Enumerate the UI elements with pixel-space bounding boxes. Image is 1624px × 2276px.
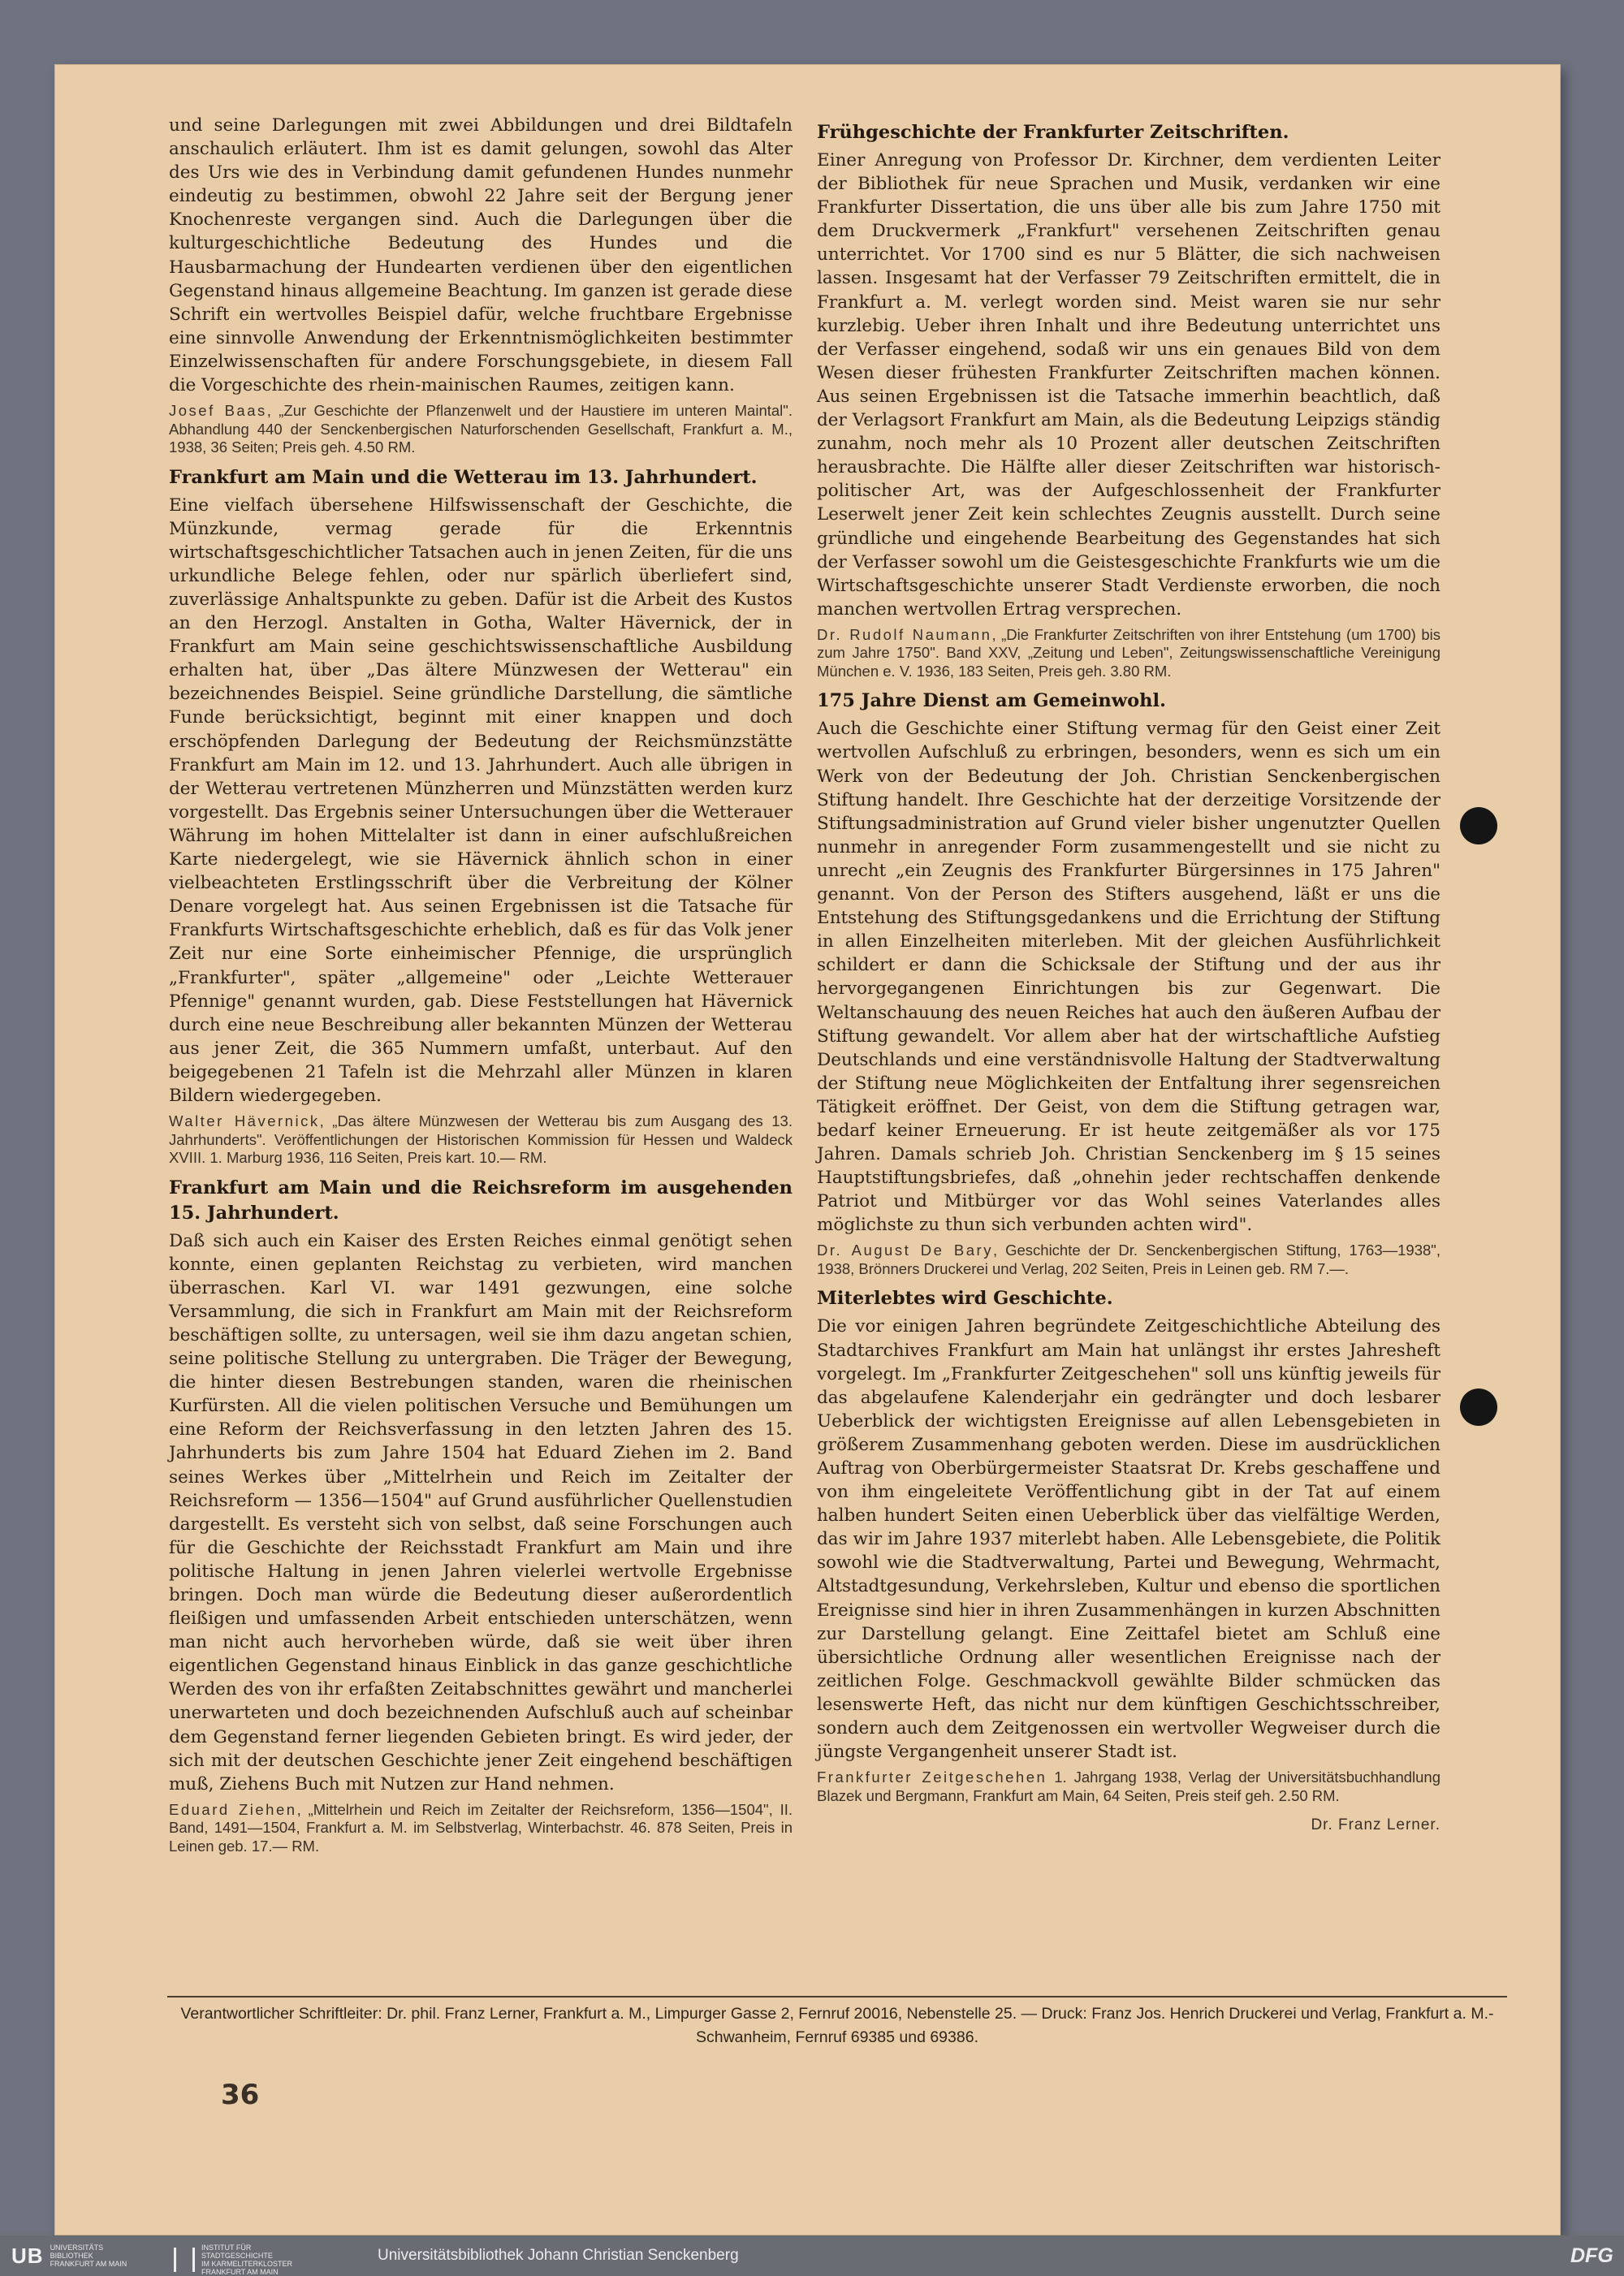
article-heading: 175 Jahre Dienst am Gemeinwohl. [817, 690, 1166, 712]
citation-author: Eduard Ziehen [169, 1800, 297, 1818]
ub-logo-line: FRANKFURT AM MAIN [50, 2260, 127, 2268]
article-paragraph: Eine vielfach übersehene Hilfswissenschaft der Geschichte, die Münzkunde, vermag gerade für die Erkenntnis wirtschaftsgeschichtlicher Tatsachen auch in jenen Zeiten, für die uns urkundliche Belege fehlen, oder nur spärlich überliefert sind, zuverlässige Anhaltspunkte zu geben. Dafür ist die Arbeit des Kustos an den Herzogl. Anstalten in Gotha, Walter Hävernick, der in Frankfurt am Main seine geschichtswissenschaftliche Ausbildung erhalten hat, über „Das ältere Münzwesen der Wetterau" ein bezeichnendes Beispiel. Seine gründliche Darstellung, die sämtliche Funde berücksichtigt, beginnt mit einer knappen und doch erschöpfenden Darlegung der Bedeutung der Reichsmünzstätte Frankfurt am Main im 12. und 13. Jahrhundert. Auch alle übrigen in der Wetterau vertretenen Münzherren und Münzstätten werden kurz vorgestellt. Das Ergebnis seiner Untersuchungen über die Wetterauer Währung im hohen Mittelalter ist dann in einer aufschlußreichen Karte niedergelegt, wie sie Hävernick ähnlich schon in einer vielbeachteten Erstlingsschrift über die Verbreitung der Kölner Denare vorgelegt hat. Aus seinen Ergebnissen ist die Tatsache für Frankfurts Wirtschaftsgeschichte erheblich, daß es für das Volk jener Zeit nur eine Sorte einheimischer Pfennige, die ursprünglich „Frankfurter", später „allgemeine" oder „Leichte Wetterauer Pfennige" genannt wurden, gab. Diese Feststellungen hat Hävernick durch eine neue Beschreibung aller bekannten Münzen der Wetterau aus jener Zeit, die 365 Nummern umfaßt, unterbaut. Auf den beigegebenen 21 Tafeln ist die Mehrzahl aller Münzen in klaren Bildern wiedergegeben. [169, 495, 793, 1106]
article-heading: Frankfurt am Main und die Reichsreform im ausgehenden 15. Jahrhundert. [169, 1177, 793, 1224]
right-column [817, 114, 1440, 1837]
institute-logo-line: STADTGESCHICHTE [201, 2252, 273, 2260]
imprint: Verantwortlicher Schriftleiter: Dr. phil. Franz Lerner, Frankfurt a. M., Limpurger Gasse 2, Fernruf 20016, Nebenstelle 25. — Druck: Franz Jos. Henrich Druckerei und Verlag, Frankfurt a. M.-Schwanheim, Fernruf 69385 und 69386. [180, 2005, 1494, 2046]
bibliographic-citation [817, 626, 1440, 681]
institute-logo-text [201, 2244, 292, 2276]
article-paragraph: und seine Darlegungen mit zwei Abbildungen und drei Bildtafeln anschaulich erläutert. Ihm ist es damit gelungen, sowohl das Alter des Urs wie des in Verbindung damit gefundenen Hundes nunmehr eindeutig zu bestimmen, obwohl 22 Jahre seit der Bergung jener Knochenreste vergangen sind. Auch die Darlegungen über die kulturgeschichtliche Bedeutung des Hundes und die Hausbarmachung der Hundearten verdienen über den eigentlichen Gegenstand hinaus allgemeine Beachtung. Im ganzen ist gerade diese Schrift ein wertvolles Beispiel dafür, welche fruchtbare Ergebnisse eine sinnvolle Anwendung der Erkenntnismöglichkeiten bestimmter Einzelwissenschaften für andere Forschungsgebiete, in diesem Fall die Vorgeschichte des rhein-mainischen Raumes, zeitigen kann. [169, 115, 793, 396]
citation-details: , „Das ältere Münzwesen der Wetterau bis zum Ausgang des 13. Jahrhunderts". Veröffentlichungen der Historischen Kommission für Hessen und Waldeck XVIII. 1. Marburg 1936, 116 Seiten, Preis kart. 10.— RM. [169, 1112, 793, 1167]
ub-logo-line: BIBLIOTHEK [50, 2252, 93, 2260]
article-paragraph: Auch die Geschichte einer Stiftung vermag für den Geist einer Zeit wertvollen Aufschluß zu erbringen, besonders, wenn es sich um ein Werk von der Bedeutung der Joh. Christian Senckenbergischen Stiftung handelt. Ihre Geschichte hat der derzeitige Vorsitzende der Stiftungsadministration auf Grund vieler bisher ungenutzter Quellen nunmehr in anregender Form zusammengestellt und sie nicht zu unrecht „ein Zeugnis des Frankfurter Bürgersinnes in 175 Jahren" genannt. Von der Person des Stifters ausgehend, läßt er uns die Entstehung des Stiftungsgedankens und die Errichtung der Stiftung in allen Einzelheiten miterleben. Mit der gleichen Ausführlichkeit schildert er dann die Schicksale der Stiftung und der aus ihr hervorgegangenen Einrichtungen bis zur Gegenwart. Die Weltanschauung des neuen Reiches hat auch den äußeren Aufbau der Stiftung gewandelt. Vor allem aber hat der wirtschaftliche Aufstieg Deutschlands und eine verständnisvolle Haltung der Stadtverwaltung der Stiftung neue Möglichkeiten der Entfaltung ihrer segensreichen Tätigkeit eröffnet. Der Geist, von dem die Stiftung getragen war, bedarf keiner Erneuerung. Er ist heute zeitgemäßer als vor 175 Jahren. Damals schrieb Joh. Christian Senckenberg im § 15 seines Hauptstiftungsbriefes, daß „ohnehin jeder rechtschaffen denkende Patriot und Mitbürger vor das Wohl seines Vaterlandes alles möglichste zu thun sich verbunden achten wird". [817, 719, 1440, 1236]
citation-details: , „Mittelrhein und Reich im Zeitalter der Reichsreform, 1356—1504", II. Band, 1491—1504, Frankfurt a. M. im Selbstverlag, Winterbachstr. 46. 878 Seiten, Preis in Leinen geb. 17.— RM. [169, 1800, 793, 1855]
citation-details: , „Zur Geschichte der Pflanzenwelt und der Haustiere im unteren Maintal". Abhandlung 440 der Senckenbergischen Naturforschenden Gesellschaft, Frankfurt a. M., 1938, 36 Seiten; Preis geh. 4.50 RM. [169, 402, 793, 456]
viewer-footer [0, 2235, 1624, 2276]
citation-author: Walter Hävernick [169, 1112, 320, 1130]
ub-logo[interactable] [11, 2244, 127, 2268]
bibliographic-citation [169, 1112, 793, 1168]
institute-logo-mark [174, 2248, 195, 2272]
citation-author: Josef Baas [169, 402, 267, 420]
article-paragraph: Einer Anregung von Professor Dr. Kirchner, dem verdienten Leiter der Bibliothek für neue Sprachen und Musik, verdanken wir eine Frankfurter Dissertation, die uns über alle bis zum Jahre 1750 mit dem Druckvermerk „Frankfurt" versehenen Zeitschriften genau unterrichtet. Vor 1700 sind es nur 5 Blätter, die sich nachweisen lassen. Insgesamt hat der Verfasser 79 Zeitschriften ermittelt, die in Frankfurt a. M. verlegt worden sind. Meist waren sie nur sehr kurzlebig. Ueber ihren Inhalt und ihre Bedeutung unterrichtet uns der Verfasser eingehend, sodaß wir uns ein genaues Bild von dem Wesen dieser frühesten Frankfurter Zeitschriften machen können. Aus seinen Ergebnissen ist die Tatsache immerhin beachtlich, daß der Verlagsort Frankfurt am Main, als die Bedeutung Leipzigs ständig zunahm, noch mehr als 10 Prozent aller deutschen Zeitschriften herausbrachte. Die Hälfte aller dieser Zeitschriften war historisch-politischer Art, was der Aufgeschlossenheit der Frankfurter Leserwelt jener Zeit kein schlechtes Zeugnis ausstellt. Durch seine gründliche und eingehende Bearbeitung des Gegenstandes hat sich der Verfasser sowohl um die Geistesgeschichte Frankfurts wie um die Wirtschaftsgeschichte unserer Stadt Verdienste erworben, die noch manchen wertvollen Ertrag versprechen. [817, 150, 1440, 620]
ub-logo-mark: UB [11, 2243, 44, 2268]
citation-author: Frankfurter Zeitgeschehen [817, 1769, 1047, 1786]
punch-hole [1460, 807, 1497, 844]
article-paragraph: Daß sich auch ein Kaiser des Ersten Reiches einmal genötigt sehen konnte, einen geplanten Reichstag zu verbieten, wird manchen überraschen. Karl VI. war 1491 gezwungen, eine solche Versammlung, die sich in Frankfurt am Main mit der Reichsreform beschäftigen sollte, zu untersagen, weil sie ihm dazu angetan schien, seine politische Stellung zu untergraben. Die Träger der Bewegung, die hinter diesen Bestrebungen standen, waren die rheinischen Kurfürsten. All die vielen politischen Versuche und Bemühungen um eine Reform der Reichsverfassung in den letzten Jahren des 15. Jahrhunderts bis zum Jahre 1504 hat Eduard Ziehen im 2. Band seines Werkes über „Mittelrhein und Reich im Zeitalter der Reichsreform — 1356—1504" auf Grund ausführlicher Quellenstudien dargestellt. Es versteht sich von selbst, daß seine Forschungen auch für die Geschichte der Reichsstadt Frankfurt am Main und ihre politische Haltung in jenen Jahren vielerlei wertvolle Ergebnisse bringen. Doch man würde die Bedeutung dieser außerordentlich fleißigen und umfassenden Arbeit entschieden unterschätzen, wenn man nicht auch hervorheben würde, daß sie weit über ihren eigentlichen Gegenstand hinaus Einblick in das ganze geschichtliche Werden des von ihr erfaßten Zeitabschnittes gewährt und mancherlei unerwarteten und doch bezeichnenden Aufschluß auch auf scheinbar dem Gegenstand ferner liegenden Gebieten bringt. Es wird jeder, der sich mit der deutschen Geschichte jener Zeit eingehend beschäftigen muß, Ziehens Buch mit Nutzen zur Hand nehmen. [169, 1230, 793, 1794]
article-heading: Frankfurt am Main und die Wetterau im 13. Jahrhundert. [169, 466, 758, 488]
article-heading: Frühgeschichte der Frankfurter Zeitschriften. [817, 122, 1289, 143]
citation-details: , „Die Frankfurter Zeitschriften von ihrer Entstehung (um 1700) bis zum Jahre 1750". Band XXV, „Zeitung und Leben", Zeitungswissenschaftliche Vereinigung München e. V. 1936, 183 Seiten, Preis geh. 3.80 RM. [817, 625, 1440, 680]
citation-author: Dr. August De Bary [817, 1242, 993, 1259]
bibliographic-citation [169, 1801, 793, 1856]
institute-logo[interactable] [174, 2244, 292, 2276]
ub-logo-text [50, 2244, 127, 2268]
citation-details: 1. Jahrgang 1938, Verlag der Universitätsbuchhandlung Blazek und Bergmann, Frankfurt am Main, 64 Seiten, Preis steif geh. 2.50 RM. [817, 1769, 1440, 1804]
institute-logo-line: INSTITUT FÜR [201, 2244, 252, 2252]
citation-details: , Geschichte der Dr. Senckenbergischen Stiftung, 1763—1938", 1938, Brönners Druckerei und Verlag, 202 Seiten, Preis in Leinen geb. RM 7.—. [817, 1242, 1440, 1277]
dfg-logo[interactable]: DFG [1570, 2244, 1613, 2267]
page-number: 36 [221, 2079, 260, 2111]
ub-logo-line: UNIVERSITÄTS [50, 2244, 104, 2252]
citation-author: Dr. Rudolf Naumann [817, 625, 992, 643]
library-name[interactable]: Universitätsbibliothek Johann Christian Senckenberg [378, 2247, 739, 2264]
punch-hole [1460, 1388, 1497, 1426]
article-heading: Miterlebtes wird Geschichte. [817, 1288, 1113, 1310]
bibliographic-citation [169, 402, 793, 457]
author-signature: Dr. Franz Lerner. [1311, 1816, 1440, 1834]
left-column [169, 114, 793, 1864]
bibliographic-citation [817, 1242, 1440, 1278]
institute-logo-line: IM KARMELITERKLOSTER [201, 2260, 293, 2268]
article-paragraph: Die vor einigen Jahren begründete Zeitgeschichtliche Abteilung des Stadtarchives Frankfurt am Main hat unlängst ihr erstes Jahresheft vorgelegt. Im „Frankfurter Zeitgeschehen" soll uns künftig jeweils für das abgelaufene Kalenderjahr ein gedrängter und doch lesbarer Ueberblick der wichtigsten Ereignisse auf allen Lebensgebieten in größerem Zusammenhang geboten werden. Diese im ausdrücklichen Auftrag von Oberbürgermeister Staatsrat Dr. Krebs geschaffene und von ihm eingeleitete Veröffentlichung gibt in der Tat auf einem halben hundert Seiten einen Ueberblick über das vielfältige Werden, das wir im Jahre 1937 miterlebt haben. Alle Lebensgebiete, die Politik sowohl wie die Stadtverwaltung, Partei und Bewegung, Wehrmacht, Altstadtgesundung, Verkehrsleben, Kultur und ebenso die sportlichen Ereignisse sind hier in ihren Zusammenhängen in kurzen Abschnitten zur Darstellung gelangt. Eine Zeittafel bietet am Schluß eine übersichtliche Ordnung aller wesentlichen Ereignisse nach der zeitlichen Folge. Geschmackvoll gewählte Bilder schmücken das lesenswerte Heft, das nicht nur dem künftigen Geschichtsschreiber, sondern auch dem Zeitgenossen ein wertvoller Wegweiser durch die jüngste Vergangenheit unserer Stadt ist. [817, 1316, 1440, 1763]
footer-rule [167, 1996, 1507, 1997]
bibliographic-citation [817, 1769, 1440, 1805]
institute-logo-line: FRANKFURT AM MAIN [201, 2268, 279, 2276]
